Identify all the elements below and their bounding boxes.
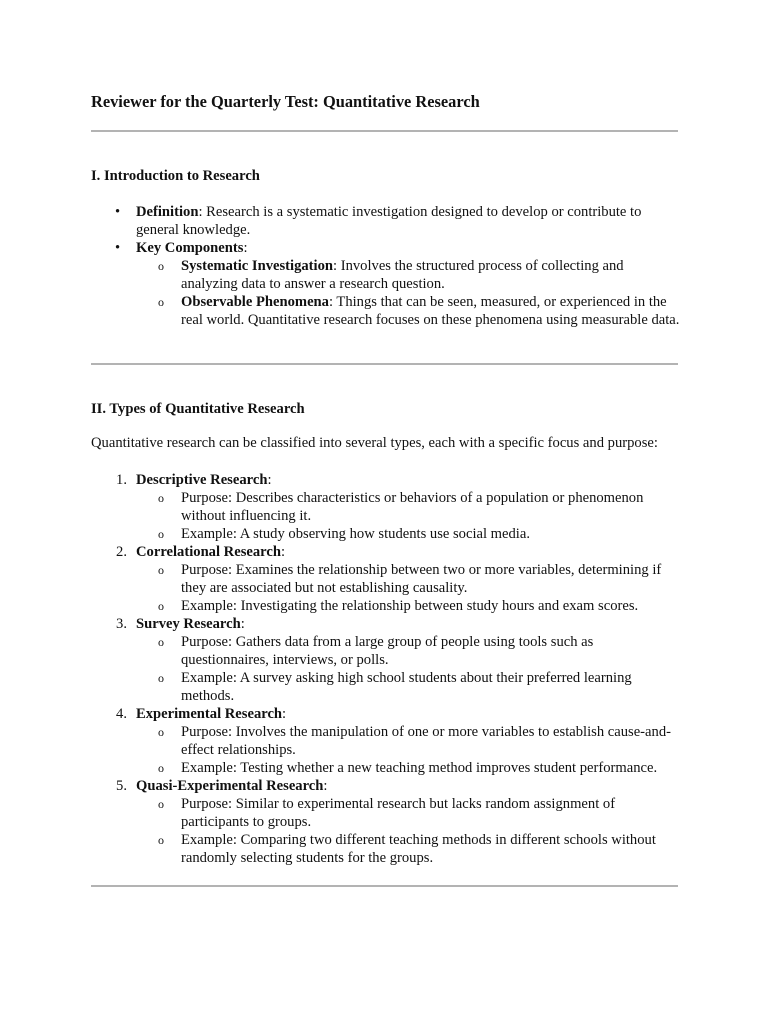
research-type-details [136,633,681,705]
intro-bullet-list [91,203,681,329]
sub-bullet-icon: o [158,797,164,811]
research-type-item [91,471,681,543]
research-type-colon: : [280,544,286,560]
research-type-name: Correlational Research [136,544,281,560]
example-item [91,597,681,615]
purpose-text: Purpose: Similar to experimental research but lacks random assignment of participants to groups. [181,796,616,830]
item-number: 4. [116,706,127,722]
component-label: Systematic Investigation [181,258,334,274]
divider [91,885,678,887]
example-item [91,759,681,777]
component-text: : Involves the structured process of collecting and analyzing data to answer a research question. [181,258,624,292]
bullet-icon: • [115,204,121,220]
sub-bullet-icon: o [158,295,164,309]
sub-bullet-icon: o [158,833,164,847]
sub-bullet-icon: o [158,563,164,577]
example-item [91,831,681,867]
research-types-list [91,471,681,867]
research-type-name: Survey Research [136,616,241,632]
research-type-item [91,705,681,777]
example-text: Example: Testing whether a new teaching method improves student performance. [181,760,658,776]
example-text: Example: A survey asking high school students about their preferred learning methods. [181,670,632,704]
research-type-colon: : [267,472,272,488]
purpose-text: Purpose: Involves the manipulation of one or more variables to establish cause-and-effect relationships. [181,724,671,758]
research-type-details [136,795,681,867]
sub-bullet-icon: o [158,761,164,775]
example-text: Example: Investigating the relationship between study hours and exam scores. [181,598,639,614]
research-type-name: Descriptive Research [136,472,268,488]
sub-bullet-icon: o [158,491,164,505]
page-title: Reviewer for the Quarterly Test: Quantitative Research [91,92,480,111]
research-type-item [91,777,681,867]
component-item [91,257,681,293]
purpose-text: Purpose: Describes characteristics or behaviors of a population or phenomenon without influencing it. [181,490,644,524]
research-type-details [136,489,681,543]
sub-bullet-icon: o [158,635,164,649]
example-item [91,525,681,543]
purpose-item [91,489,681,525]
sub-bullet-icon: o [158,259,164,273]
example-item [91,669,681,705]
item-number: 3. [116,616,127,632]
example-text: Example: Comparing two different teaching methods in different schools without randomly selecting students for the groups. [181,832,656,866]
section-heading-intro: I. Introduction to Research [91,168,260,184]
purpose-item [91,633,681,669]
sub-bullet-icon: o [158,725,164,739]
purpose-item [91,795,681,831]
definition-label: Definition [136,204,199,220]
section-heading-types: II. Types of Quantitative Research [91,401,305,417]
purpose-text: Purpose: Gathers data from a large group of people using tools such as questionnaires, interviews, or polls. [181,634,594,668]
item-number: 5. [116,778,127,794]
research-type-name: Quasi-Experimental Research [136,778,324,794]
purpose-item [91,723,681,759]
purpose-item [91,561,681,597]
component-text: : Things that can be seen, measured, or experienced in the real world. Quantitative research focuses on these phenomena using measurable data. [181,294,680,328]
research-type-colon: : [282,706,287,722]
section-intro-text: Quantitative research can be classified into several types, each with a specific focus and purpose: [91,435,658,451]
research-type-details [136,723,681,777]
sub-bullet-icon: o [158,527,164,541]
research-type-item [91,543,681,615]
component-label: Observable Phenomena [181,294,329,310]
component-item [91,293,681,329]
key-components-label: Key Components [136,240,244,256]
research-type-name: Experimental Research [136,706,283,722]
key-components-colon: : [243,240,248,256]
divider [91,363,678,365]
item-number: 1. [116,472,127,488]
bullet-icon: • [115,240,121,256]
list-item-key-components [91,239,681,329]
item-number: 2. [116,544,127,560]
sub-bullet-icon: o [158,599,164,613]
research-type-details [136,561,681,615]
example-text: Example: A study observing how students use social media. [181,526,530,542]
sub-bullet-icon: o [158,671,164,685]
definition-text: : Research is a systematic investigation designed to develop or contribute to general knowledge. [136,204,642,238]
purpose-text: Purpose: Examines the relationship between two or more variables, determining if they are associated but not establishing causality. [181,562,662,596]
divider [91,130,678,132]
component-list [136,257,681,329]
research-type-colon: : [240,616,245,632]
list-item-definition [91,203,681,239]
research-type-colon: : [323,778,328,794]
research-type-item [91,615,681,705]
